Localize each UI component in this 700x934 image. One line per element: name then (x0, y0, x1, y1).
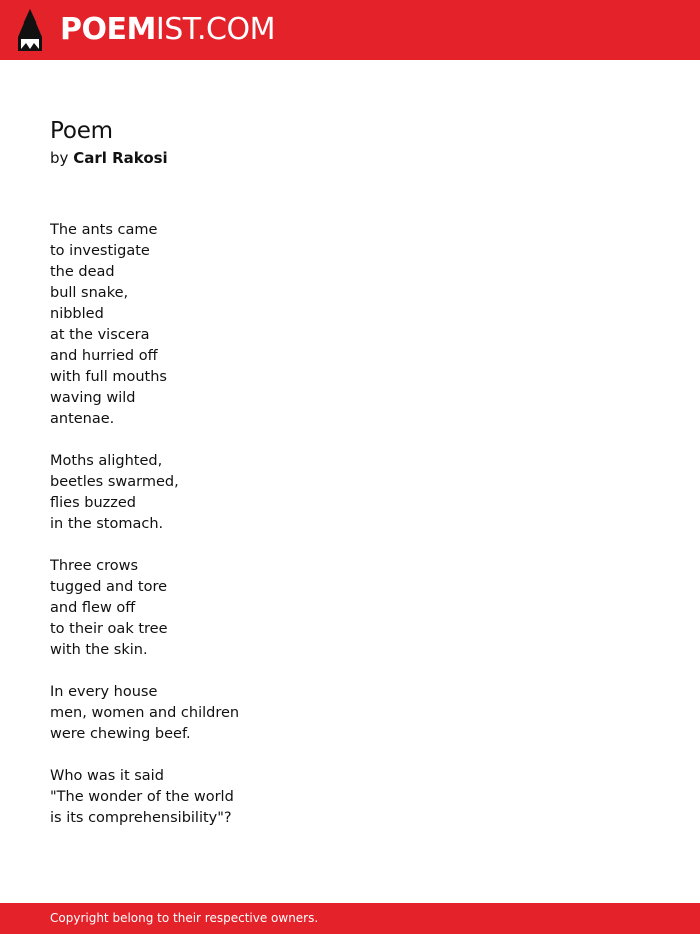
poem-line: at the viscera (50, 327, 150, 343)
poem-line: were chewing beef. (50, 726, 191, 742)
poem-line: to their oak tree (50, 621, 168, 637)
poem-line: Moths alighted, (50, 453, 163, 469)
poem-line: is its comprehensibility"? (50, 810, 232, 826)
poem-line: nibbled (50, 306, 104, 322)
poem-line: The ants came (50, 222, 158, 238)
poem-line: to investigate (50, 243, 150, 259)
poem-content (50, 116, 239, 850)
poem-stanza (50, 451, 239, 535)
site-header (0, 0, 700, 60)
poem-line: flies buzzed (50, 495, 136, 511)
poem-line: "The wonder of the world (50, 789, 234, 805)
poem-line: with full mouths (50, 369, 167, 385)
poem-stanza (50, 220, 239, 430)
poem-line: tugged and tore (50, 579, 168, 595)
poem-line: beetles swarmed, (50, 474, 179, 490)
poem-byline (50, 146, 239, 170)
logo-bold-text: POEM (60, 12, 156, 47)
poem-line: waving wild (50, 390, 136, 406)
poem-line: In every house (50, 684, 158, 700)
poem-line: Who was it said (50, 768, 164, 784)
poem-title: Poem (50, 118, 113, 144)
logo-wordmark (60, 9, 275, 51)
poem-line: with the skin. (50, 642, 148, 658)
poem-line: and flew off (50, 600, 136, 616)
by-label: by (50, 149, 69, 167)
site-footer (0, 903, 700, 934)
poem-stanza (50, 766, 239, 829)
pencil-icon (16, 9, 44, 51)
poem-line: bull snake, (50, 285, 129, 301)
poem-author: Carl Rakosi (73, 149, 168, 167)
poem-line: and hurried off (50, 348, 158, 364)
poem-body (50, 220, 239, 829)
poem-line: antenae. (50, 411, 115, 427)
poem-line: in the stomach. (50, 516, 164, 532)
site-logo[interactable] (16, 9, 275, 51)
poem-stanza (50, 556, 239, 661)
poem-line: men, women and children (50, 705, 240, 721)
poem-stanza (50, 682, 239, 745)
logo-light-text: IST.COM (155, 12, 275, 47)
poem-line: Three crows (50, 558, 139, 574)
poem-line: the dead (50, 264, 115, 280)
copyright-text: Copyright belong to their respective owners. (50, 911, 319, 925)
